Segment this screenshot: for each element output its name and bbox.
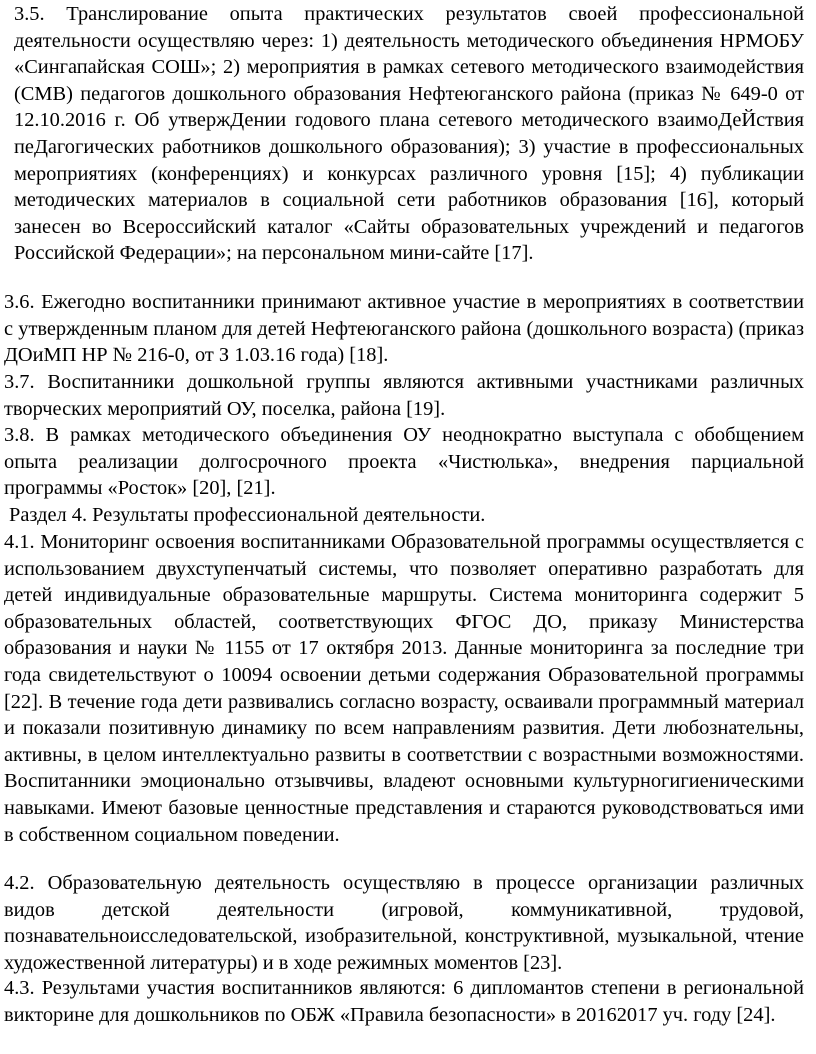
paragraph-3-8: 3.8. В рамках методического объединения ОУ неоднократно выступала с обобщением опыта реализации долгосрочного проекта «Чистюлька», внедрения парциальной программы «Росток» [20], [21]. <box>4 424 804 500</box>
paragraph-4-1: 4.1. Мониторинг освоения воспитанниками Образовательной программы осуществляется с использованием двухступенчатый системы, что позволяет оперативно разработать для детей индивидуальные образовательные маршруты. Система мониторинга содержит 5 образовательных областей, соответствующих ФГОС ДО, приказу Министерства образования и науки № 1155 от 17 октября 2013. Данные мониторинга за последние три года свидетельствуют о 10094 освоении детьми содержания Образовательной программы [22]. В течение года дети развивались согласно возрасту, осваивали программный материал и показали позитивную динамику по всем направлениям развития. Дети любознательны, активны, в целом интеллектуально развиты в соответствии с возрастными возможностями. Воспитанники эмоционально отзывчивы, владеют основными культурногигиеническими навыками. Имеют базовые ценностные представления и стараются руководствоваться ими в собственном социальном поведении. <box>4 531 804 846</box>
paragraph-4-3: 4.3. Результами участия воспитанников являются: 6 дипломантов степени в региональной викторине для дошкольников по ОБЖ «Правила безопасности» в 20162017 уч. году [24]. <box>4 977 804 1026</box>
paragraph-3-7: 3.7. Воспитанники дошкольной группы являются активными участниками различных творческих мероприятий ОУ, поселка, района [19]. <box>4 371 804 420</box>
paragraph-3-6: 3.6. Ежегодно воспитанники принимают активное участие в мероприятиях в соответствии с утвержденным планом для детей Нефтеюганского района (дошкольного возраста) (приказ ДОиМП НР № 216-0, от З 1.03.16 года) [18]. <box>4 291 804 367</box>
section-4-heading: Раздел 4. Результаты профессиональной деятельности. <box>9 504 486 526</box>
paragraph-3-5: 3.5. Транслирование опыта практических результатов своей профессиональной деятельности осуществляю через: 1) деятельность методического объединения НРМОБУ «Сингапайская СОШ»; 2) мероприятия в рамках сетевого методического взаимодействия (СМВ) педагогов дошкольного образования Нефтеюганского района (приказ № 649-0 от 12.10.2016 г. Об утвержДении годового плана сетевого методического взаимоДеЙствия пеДагогических работников дошкольного образования); 3) участие в профессиональных мероприятиях (конференциях) и конкурсах различного уровня [15]; 4) публикации методических материалов в социальной сети работников образования [16], который занесен во Всероссийский каталог «Сайты образовательных учреждений и педагогов Российской Федерации»; на персональном мини-сайте [17]. <box>14 3 804 265</box>
paragraph-4-2: 4.2. Образовательную деятельность осуществляю в процессе организации различных видов детской деятельности (игровой, коммуникативной, трудовой, познавательноисследовательской, изобразительной, конструктивной, музыкальной, чтение художественной литературы) и в ходе режимных моментов [23]. <box>4 872 804 974</box>
